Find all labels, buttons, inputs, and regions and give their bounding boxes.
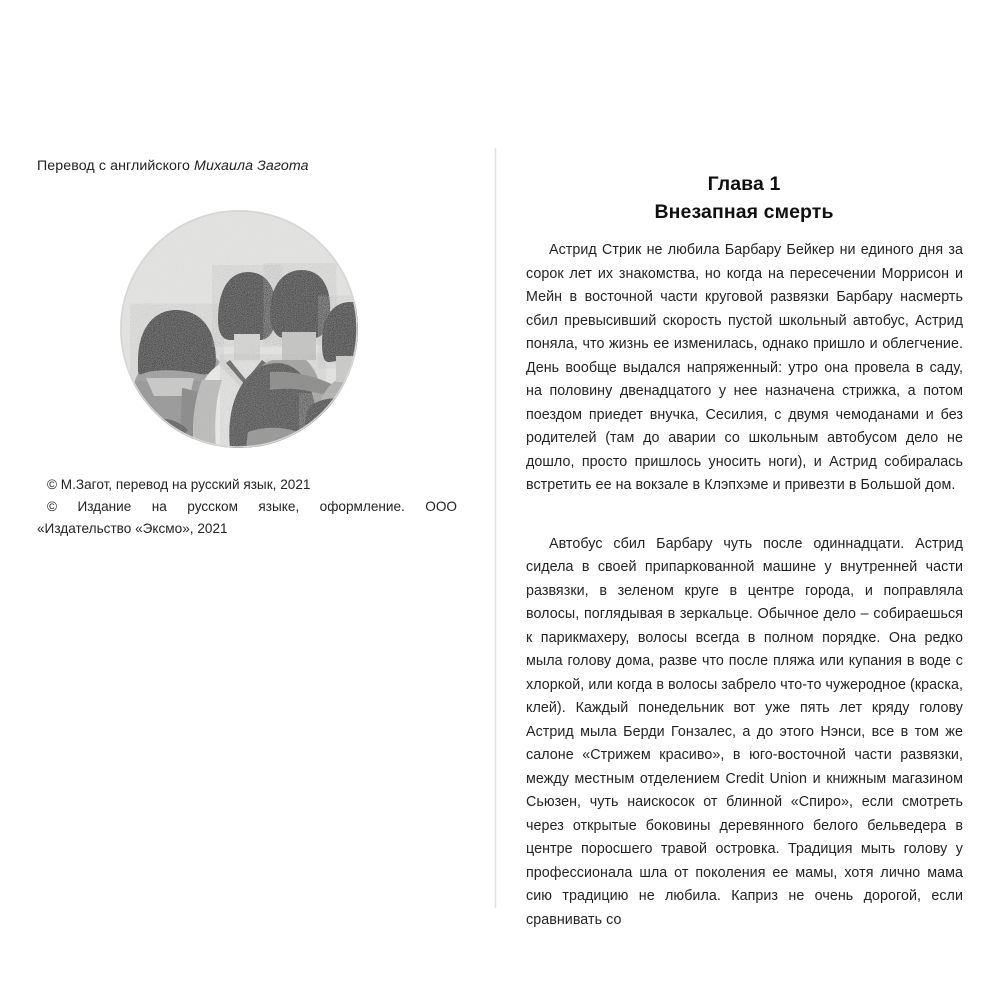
four-people-embracing-circle-illustration bbox=[120, 210, 358, 448]
chapter-body-text bbox=[526, 239, 963, 932]
copyright-block bbox=[37, 474, 457, 540]
translator-credit-prefix: Перевод с английского bbox=[37, 158, 195, 174]
left-page bbox=[0, 0, 495, 1000]
right-page bbox=[505, 0, 1000, 1000]
copyright-line-1: © М.Загот, перевод на русский язык, 2021 bbox=[47, 477, 311, 492]
translator-credit bbox=[37, 157, 457, 176]
chapter-number-label: Глава 1 bbox=[707, 173, 781, 195]
chapter-title: Внезапная смерть bbox=[654, 201, 834, 224]
page-gutter-divider bbox=[494, 148, 497, 908]
body-paragraph: Автобус сбил Барбару чуть после одиннадцати. Астрид сидела в своей припаркованной машине у внутренней части развязки, в зеленом круге в центре города, и поправляла волосы, поглядывая в зеркальце. Обычное дело – собираешься к парикмахеру, волосы всегда в полном порядке. Она редко мыла голову дома, разве что после пляжа или купания в воде с хлоркой, или когда в волосы забрело что-то чужеродное (краска, клей). Каждый понедельник вот уже пять лет кряду голову Астрид мыла Берди Гонзалес, а до этого Нэнси, все в том же салоне «Стрижем красиво», в юго-восточной части развязки, между местным отделением Credit Union и книжным магазином Сьюзен, чуть наискосок от блинной «Спиро», если смотреть через открытые боковины деревянного белого бельведера в центре поросшего травой островка. Традиция мыть голову у профессионала шла от поколения ее мамы, хотя лично мама сию традицию не любила. Каприз не очень дорогой, если сравнивать со bbox=[526, 535, 963, 928]
body-paragraph: Астрид Стрик не любила Барбару Бейкер ни единого дня за сорок лет их знакомства, но когда на пересечении Моррисон и Мейн в восточной части круговой развязки Барбару насмерть сбил превысивший скорость пустой школьный автобус, Астрид поняла, что жизнь ее изменилась, однако пришло и облегчение. День вообще выдался напряженный: утро она провела в саду, на половину двенадцатого у нее назначена стрижка, а потом поездом приедет внучка, Сесилия, с двумя чемоданами и без родителей (там до аварии со школьным автобусом дело не дошло, просто пришлось уносить ноги), и Астрид собиралась встретить ее на вокзале в Клэпхэме и привезти в Большой дом. bbox=[526, 242, 963, 494]
copyright-line-2: © Издание на русском языке, оформление. ООО bbox=[47, 499, 457, 515]
translator-name: Михаила Загота bbox=[194, 158, 309, 174]
chapter-heading bbox=[526, 170, 962, 227]
copyright-line-3: «Издательство «Эксмо», 2021 bbox=[37, 521, 228, 537]
